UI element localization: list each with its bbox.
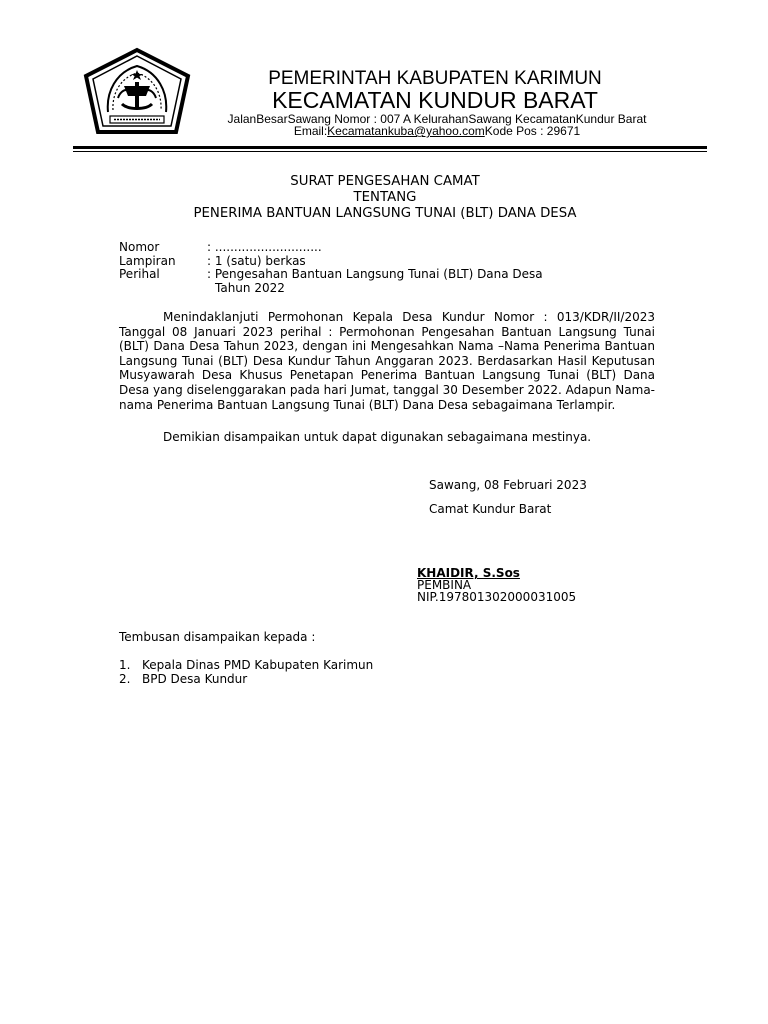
signatory-rank: PEMBINA [417, 578, 472, 592]
kabupaten-karimun-emblem-icon [80, 46, 194, 138]
list-number: 1. [119, 658, 131, 672]
letter-title: SURAT PENGESAHAN CAMAT [290, 174, 480, 189]
signatory-name: KHAIDIR, S.Sos [417, 566, 520, 580]
letter-title-about: TENTANG [353, 190, 417, 205]
letter-meta [119, 241, 543, 295]
email-link[interactable]: Kecamatankuba@yahoo.com [327, 124, 485, 138]
cc-heading: Tembusan disampaikan kepada : [119, 630, 316, 644]
meta-row-nomor [119, 241, 543, 255]
meta-value-continued: Tahun 2022 [215, 280, 285, 295]
meta-value: : 1 (satu) berkas [207, 253, 306, 268]
signatory-nip: NIP.197801302000031005 [417, 590, 577, 604]
meta-row-perihal [119, 268, 543, 282]
government-name: PEMERINTAH KABUPATEN KARIMUN [268, 68, 602, 89]
signature-position: Camat Kundur Barat [429, 502, 552, 516]
body-paragraph: Menindaklanjuti Permohonan Kepala Desa Kundur Nomor : 013/KDR/II/2023 Tanggal 08 Januari 2023 perihal : Permohonan Pengesahan Bantuan Langsung Tunai (BLT) Dana Desa Tahun 2023, dengan ini Mengesahkan Nama –Nama Penerima Bantuan Langsung Tunai (BLT) Desa Kundur Tahun Anggaran 2023. Berdasarkan Hasil Keputusan Musyawarah Desa Khusus Penetapan Penerima Bantuan Langsung Tunai (BLT) Dana Desa yang diselenggarakan pada hari Jumat, tanggal 30 Desember 2022. Adapun Nama-nama Penerima Bantuan Langsung Tunai (BLT) Dana Desa sebagaimana Terlampir. [119, 310, 655, 412]
letter-subject-title: PENERIMA BANTUAN LANGSUNG TUNAI (BLT) DANA DESA [193, 206, 577, 221]
meta-value: : Pengesahan Bantuan Langsung Tunai (BLT) Dana Desa [207, 267, 543, 281]
list-number: 2. [119, 672, 131, 686]
cc-list [119, 658, 373, 686]
meta-label: Nomor [119, 240, 160, 254]
contact-line [212, 124, 662, 138]
district-name: KECAMATAN KUNDUR BARAT [272, 87, 598, 113]
meta-label: Perihal [119, 267, 160, 281]
list-text: BPD Desa Kundur [142, 672, 248, 686]
postal-code: Kode Pos : 29671 [484, 124, 581, 138]
list-text: Kepala Dinas PMD Kabupaten Karimun [142, 658, 374, 672]
office-address: JalanBesarSawang Nomor : 007 A KelurahanSawang KecamatanKundur Barat [227, 112, 647, 126]
list-item [119, 658, 373, 672]
list-item [119, 672, 373, 686]
signature-place-date: Sawang, 08 Februari 2023 [429, 478, 587, 492]
meta-value: : ............................ [207, 240, 322, 254]
meta-row-lampiran [119, 255, 543, 269]
meta-label: Lampiran [119, 253, 176, 268]
email-prefix: Email: [293, 124, 328, 138]
letterhead-divider [73, 146, 707, 149]
closing-paragraph: Demikian disampaikan untuk dapat digunakan sebagaimana mestinya. [163, 430, 592, 444]
letterhead-divider-thin [73, 151, 707, 152]
